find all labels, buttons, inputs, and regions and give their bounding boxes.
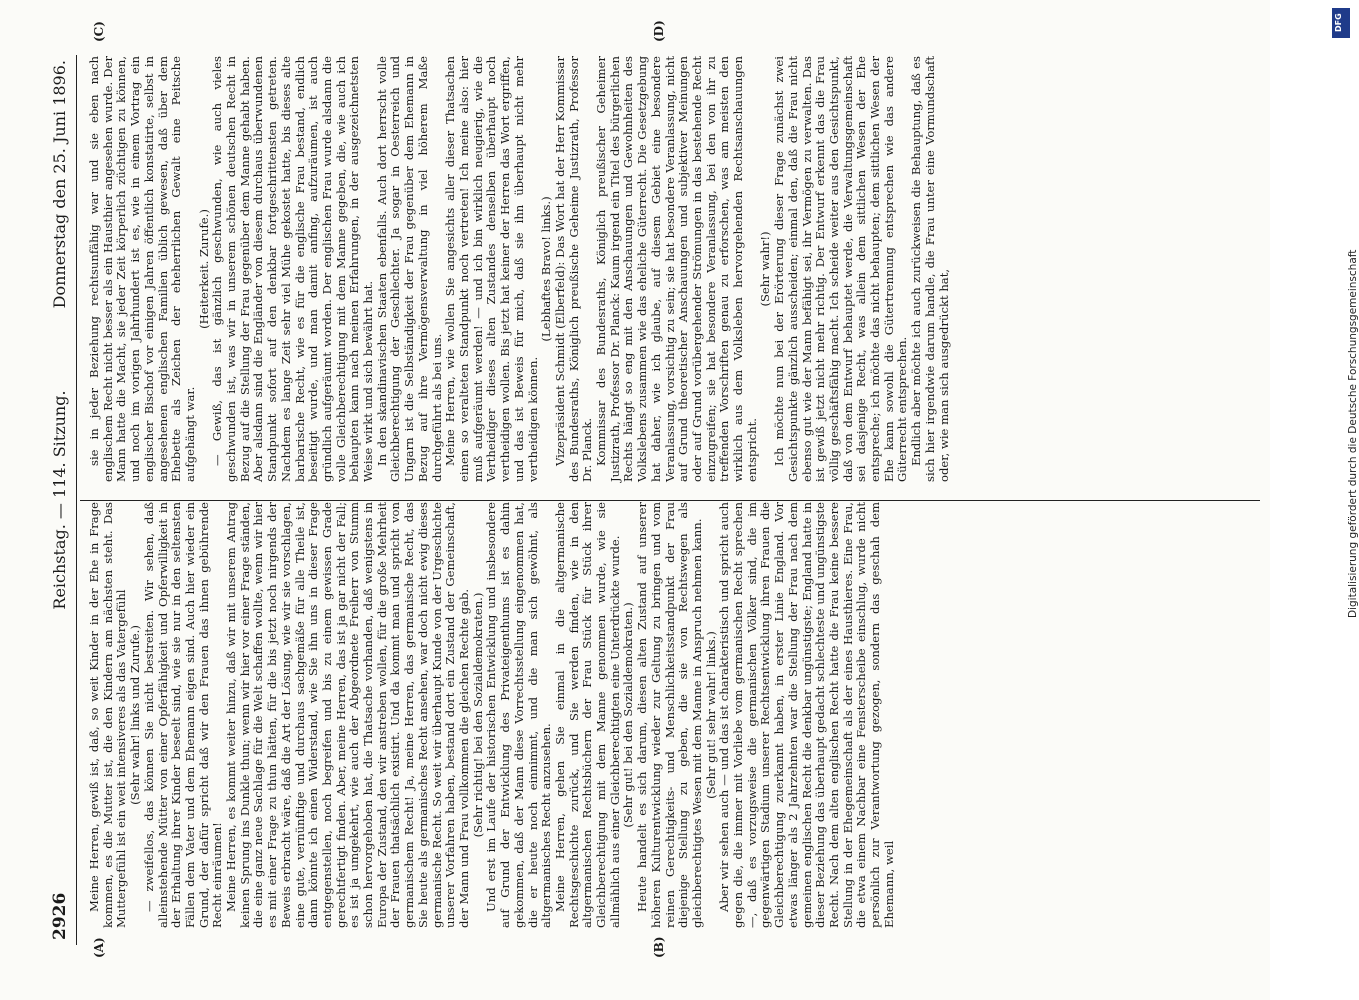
margin-marker-d: (D) (652, 20, 666, 42)
column-divider (80, 500, 1260, 501)
margin-marker-b: (B) (652, 936, 666, 958)
header-rule (76, 55, 77, 945)
paragraph: sie in jeder Beziehung rechtsunfähig war und sie eben nach englischem Recht nicht besser als ein Hausthier angesehen wurde. Der Mann hatte die Macht, sie jeder Zeit körperlich züchtigen zu können, und noch im vorigen Jahrhundert ist es, wie in einem Vortrag ein englischer Bischof vor einigen Jahren öffentlich konstatirte, selbst in angesehenen englischen Familien üblich gewesen, daß über dem Ehebette als Zeichen der eheherrlichen Gewalt eine Peitsche aufgehängt war. (87, 56, 197, 482)
digitization-note: Digitalisierung gefördert durch die Deutsche Forschungsgemeinschaft (1347, 249, 1359, 618)
paragraph: Heute handelt es sich darum, diesen alten Zustand auf unserer höheren Kulturentwicklung wieder zur Geltung zu bringen und vom reinen Gerechtigkeits- und Menschlichkeitsstandpunkt der Frau diejenige Stellung zu geben, die sie von Rechtswegen als gleichberechtigtes Wesen mit dem Manne in Anspruch nehmen kann. (635, 502, 704, 928)
paragraph: — Gewiß, das ist gänzlich geschwunden, wie auch vieles geschwunden ist, was wir in unserem schönen deutschen Recht in Bezug auf die Stellung der Frau gegenüber dem Manne gehabt haben. Aber alsdann sind die Engländer von diesem durchaus überwundenen Standpunkt sofort auf den denkbar fortgeschrittensten getreten. Nachdem es lange Zeit sehr viel Mühe gekostet hatte, bis dieses alte barbarische Recht, wie es für die englische Frau bestand, endlich beseitigt wurde, und man damit anfing, aufzuräumen, ist auch gründlich aufgeräumt worden. Der englischen Frau wurde alsdann die volle Gleichberechtigung mit dem Manne gegeben, die, wie auch ich behaupten kann nach meinen Erfahrungen, in der ausgezeichnetsten Weise wirkt und sich bewährt hat. (210, 56, 376, 482)
paragraph: Meine Herren, wie wollen Sie angesichts aller dieser Thatsachen einen so veralteten Standpunkt noch vertreten! Ich meine also: hier muß aufgeräumt werden! — und ich bin wirklich neugierig, wie die Vertheidiger dieses alten Zustandes denselben überhaupt noch vertheidigen wollen. Bis jetzt hat keiner der Herren das Wort ergriffen, und das ist Beweis für mich, daß sie ihn überhaupt nicht mehr vertheidigen können. (443, 56, 540, 482)
digitization-footer (1331, 8, 1359, 628)
paragraph: Meine Herren, gewiß ist, daß, so weit Kinder in der Ehe in Frage kommen, es die Mutter ist, die den Kindern am nächsten steht. Das Muttergefühl ist ein weit intensiveres als das Vatergefühl (87, 502, 129, 928)
interjection: (Lebhaftes Bravo! links.) (539, 196, 554, 342)
interjection: (Sehr richtig! bei den Sozialdemokraten.) (470, 592, 485, 838)
dfg-logo: DFG (1332, 8, 1350, 38)
paragraph: Aber wir sehen auch — und das ist charakteristisch und spricht auch gegen die, die immer mit Vorliebe vom germanischen Recht sprechen —, daß es vorzugsweise die germanischen Völker sind, die im gegenwärtigen Stadium unserer Rechtsentwicklung ihren Frauen die Gleichberechtigung zuerkannt haben, in erster Linie England. Vor etwas länger als 2 Jahrzehnten war die Stellung der Frau nach dem gemeinen englischen Recht die denkbar ungünstigste; England hatte in dieser Beziehung das überhaupt gedacht schlechteste und ungünstigste Recht. Nach dem alten englischen Recht hatte die Frau keine bessere Stellung in der Ehegemeinschaft als der eines Hausthieres. Eine Frau, die etwa einem Nachbar eine Fensterscheibe einschlug, wurde nicht persönlich zur Verantwortung gezogen, sondern das geschah dem Ehemann, weil (717, 502, 896, 928)
paragraph: In den skandinavischen Staaten ebenfalls. Auch dort herrscht volle Gleichberechtigung der Geschlechter. Ja sogar in Oesterreich und Ungarn ist die Selbständigkeit der Frau gegenüber dem Ehemann in Bezug auf ihre Vermögensverwaltung in viel höherem Maße durchgeführt als bei uns. (374, 56, 444, 482)
left-column (88, 502, 896, 928)
paragraph: Meine Herren, es kommt weiter hinzu, daß wir mit unserem Antrag keinen Sprung ins Dunkle thun; wenn wir hier vor einer Frage ständen, die eine ganz neue Sachlage für die Welt schaffen wollte, wenn wir hier es mit einer Frage zu thun hätten, für die bis jetzt noch nirgends der Beweis erbracht wäre, daß die Art der Lösung, wie wir sie vorschlagen, eine gute, vernünftige und durchaus sachgemäße für alle Theile ist, dann könnte ich einen Widerstand, wie Sie ihn uns in dieser Frage entgegenstellen, noch begreifen und bis zu einem gewissen Grade gerechtfertigt finden. Aber, meine Herren, das ist ja gar nicht der Fall; es ist ja umgekehrt, wie auch der Abgeordnete Freiherr von Stumm schon hervorgehoben hat, die Thatsache vorhanden, daß wenigstens in Europa der Zustand, den wir anstreben wollen, für die große Mehrheit der Frauen thatsächlich existirt. Und da kommt man und spricht von germanischem Recht! Ja, meine Herren, das germanische Recht, das Sie heute als germanisches Recht ansehen, war doch nicht ewig dieses germanische Recht. So weit wir überhaupt Kunde von der Urgeschichte unserer Vorfahren haben, bestand dort ein Zustand der Gemeinschaft, der Mann und Frau vollkommen die gleichen Rechte gab. (224, 502, 471, 928)
session-title: Reichstag. — 114. Sitzung. (50, 390, 69, 610)
margin-marker-a: (A) (92, 937, 106, 958)
interjection: (Sehr gut! sehr wahr! links.) (703, 631, 718, 799)
paragraph: Und erst im Laufe der historischen Entwicklung und insbesondere auf Grund der Entwicklung des Privateigenthums ist es dahin gekommen, daß der Mann diese Vorrechtsstellung eingenommen hat, die er heute noch einnimmt, und die man sich gewöhnt, als altgermanisches Recht anzusehen. (484, 502, 554, 928)
paragraph: Meine Herren, gehen Sie einmal in die altgermanische Rechtsgeschichte zurück, und Sie werden finden, wie in den altgermanischen Rechtsbüchern der Frau Stück für Stück ihrer Gleichberechtigung mit dem Manne genommen wurde, wie sie allmählich aus einer Gleichberechtigten eine Unterdrückte wurde. (552, 502, 622, 928)
paragraph: Endlich aber möchte ich auch zurückweisen die Behauptung, daß es sich hier irgendwie darum handle, die Frau unter eine Vormundschaft oder, wie man sich ausgedrückt hat, (909, 56, 951, 482)
interjection: (Sehr wahr!) (758, 231, 773, 307)
margin-marker-c: (C) (92, 21, 106, 42)
paragraph: — zweifellos, das können Sie nicht bestreiten. Wir sehen, daß alleinstehende Mütter von einer Opferfähigkeit und Opferwilligkeit in der Erhaltung ihrer Kinder beseelt sind, wie sie nur in den seltensten Fällen dem Vater und dem Ehemann eigen sind. Auch hier wieder ein Grund, der dafür spricht daß wir den Frauen das ihnen gebührende Recht einräumen! (141, 502, 225, 928)
interjection: (Heiterkeit. Zurufe.) (196, 209, 211, 329)
interjection: (Sehr gut! bei den Sozialdemokraten.) (621, 602, 636, 828)
session-date: Donnerstag den 25. Juni 1896. (50, 60, 69, 309)
paragraph: Vizepräsident Schmidt (Elberfeld): Das Wort hat der Herr Kommissar des Bundesraths, Königlich preußische Geheime Justizrath, Professor Dr. Planck. (552, 56, 595, 482)
interjection: (Sehr wahr! links und Zurufe.) (128, 625, 143, 805)
page-number: 2926 (50, 892, 70, 940)
right-column (88, 56, 951, 482)
paragraph: Ich möchte nun bei der Erörterung dieser Frage zunächst zwei Gesichtspunkte gänzlich ausscheiden; einmal den, daß die Frau nicht ebenso gut wie der Mann befähigt sei, ihr Vermögen zu verwalten. Das ist gewiß jetzt nicht mehr richtig. Der Entwurf erkennt das die Frau völlig geschäftsfähig macht. Ich scheide weiter aus den Gesichtspunkt, daß von dem Entwurf behauptet werde, die Verwaltungsgemeinschaft sei dasjenige Recht, was allein dem sittlichen Wesen der Ehe entspreche; ich möchte das nicht behaupten; dem sittlichen Wesen der Ehe kann sowohl die Gütertrennung entsprechen wie das andere Güterrecht entsprechen. (772, 56, 910, 482)
paragraph: Kommissar des Bundesraths, Königlich preußischer Geheimer Justizrath, Professor Dr. Planck: Kaum irgend ein Titel des bürgerlichen Rechts hängt so eng mit den Anschauungen und Gewohnheiten des Volkslebens zusammen wie das eheliche Güterrecht. Die Gesetzgebung hat daher, wie ich glaube, auf diesem Gebiet eine besondere Veranlassung, vorsichtig zu sein; sie hat besondere Veranlassung, nicht auf Grund theoretischer Anschauungen und subjektiver Meinungen oder auf Grund vorübergehender Strömungen in das bestehende Recht einzugreifen; sie hat besondere Veranlassung, bei den von ihr zu treffenden Vorschriften genau zu erforschen, was am meisten den wirklich aus dem Volksleben hervorgehenden Rechtsanschauungen entspricht. (594, 56, 759, 482)
